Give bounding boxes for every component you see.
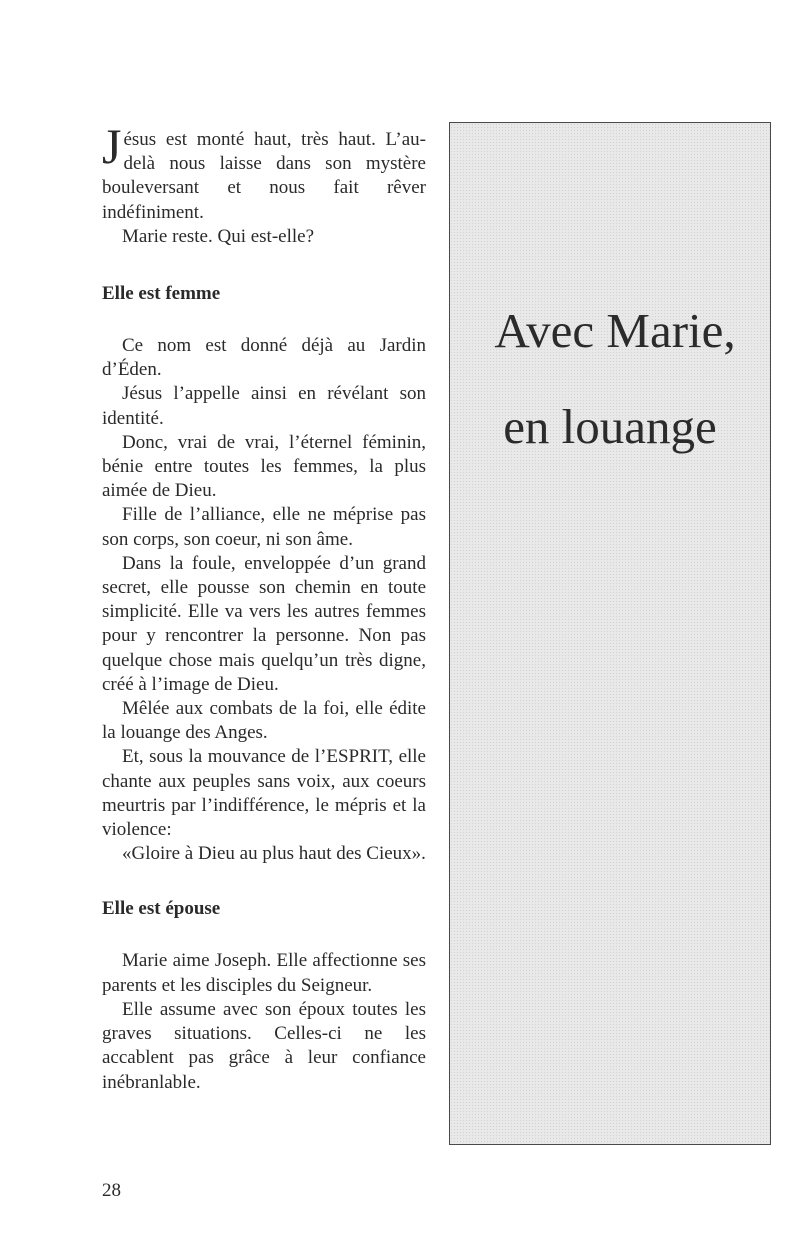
paragraph: Elle assume avec son époux toutes les graves situations. Celles-ci ne les accablent pas grâce à leur confiance inébranlable.: [102, 998, 426, 1093]
paragraph: Ce nom est donné déjà au Jardin d’Éden.: [102, 335, 426, 381]
intro-question: Marie reste. Qui est-elle?: [122, 225, 315, 247]
sidebar-title-line-1: Avec Marie,: [494, 303, 736, 358]
paragraph: Et, sous la mouvance de l’ESPRIT, elle chante aux peuples sans voix, aux coeurs meurtris par l’indifférence, le mépris et la violence:: [102, 746, 426, 841]
section-heading-epouse: Elle est épouse: [102, 898, 221, 920]
drop-cap: J: [102, 118, 122, 174]
paragraph: Marie aime Joseph. Elle affectionne ses parents et les disciples du Seigneur.: [102, 950, 426, 996]
paragraph: «Gloire à Dieu au plus haut des Cieux».: [122, 843, 426, 865]
page-number: 28: [102, 1180, 121, 1201]
section-heading-femme: Elle est femme: [102, 283, 221, 305]
intro-paragraph: [102, 118, 426, 225]
sidebar-title-line-2: en louange: [503, 399, 717, 454]
paragraph: Mêlée aux combats de la foi, elle édite la louange des Anges.: [102, 698, 426, 744]
main-text-column: [102, 118, 426, 1095]
paragraph: Dans la foule, enveloppée d’un grand secret, elle pousse son chemin en toute simplicité. Elle va vers les autres femmes pour y rencontrer la personne. Non pas quelque chose mais quelqu’un très digne, créé à l’image de Dieu.: [102, 552, 426, 695]
paragraph: Donc, vrai de vrai, l’éternel féminin, bénie entre toutes les femmes, la plus aimée de Dieu.: [102, 431, 426, 502]
paragraph: Fille de l’alliance, elle ne méprise pas son corps, son coeur, ni son âme.: [102, 504, 426, 550]
paragraph: Jésus l’appelle ainsi en révélant son identité.: [102, 383, 426, 429]
title-sidebar-box: [449, 122, 771, 1145]
intro-text: ésus est monté haut, très haut. L’au-delà nous laisse dans son mystère bouleversant et nous fait rêver indéfiniment.: [102, 129, 426, 223]
